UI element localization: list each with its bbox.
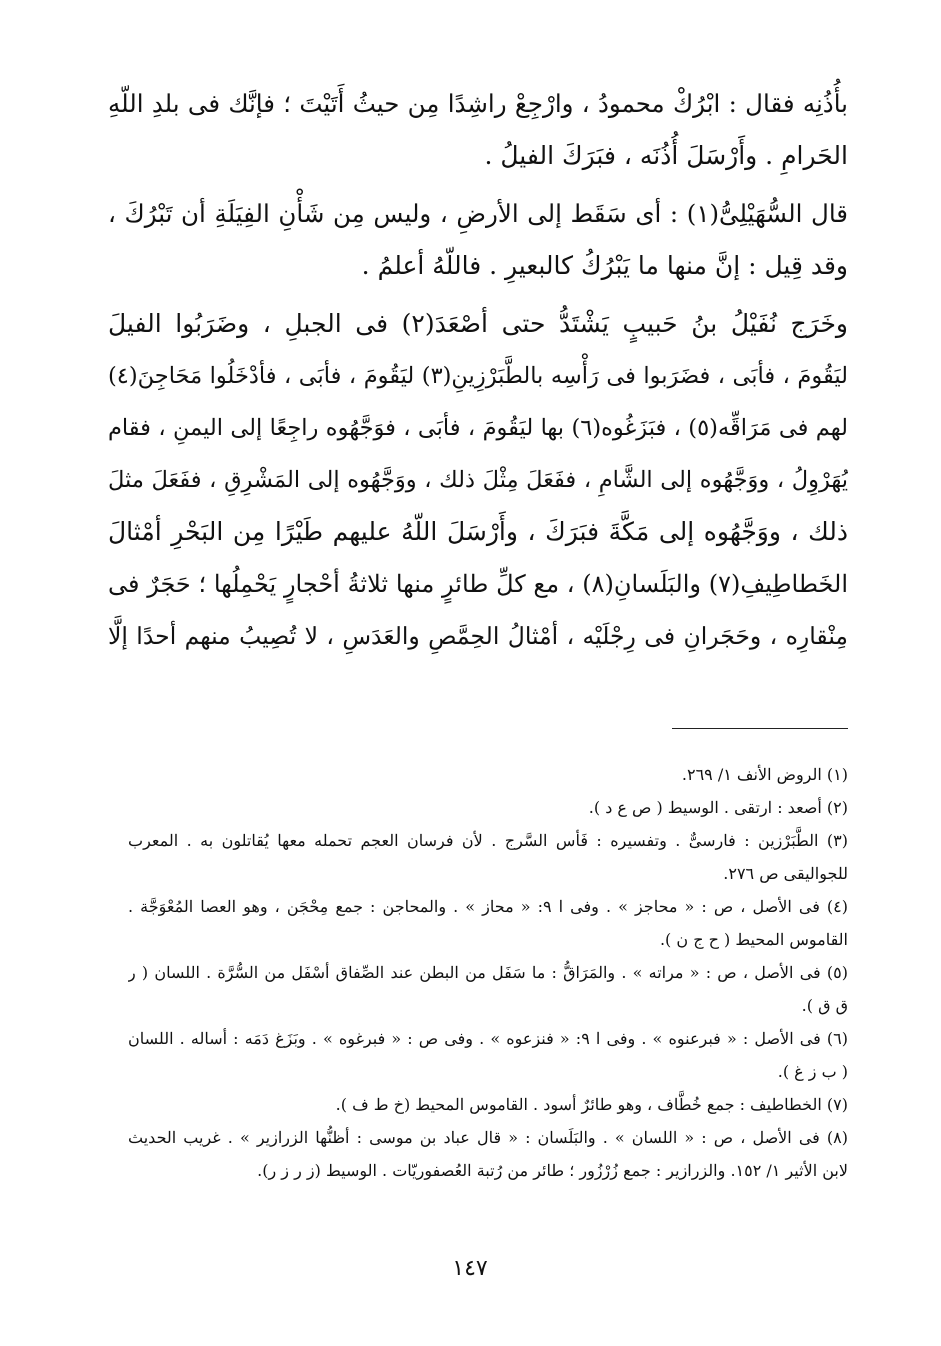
main-text-body	[108, 78, 848, 662]
footnote-5	[128, 956, 848, 1022]
footnotes-section	[128, 758, 848, 1187]
text-line: قال السُّهَيْلِىُّ(١) : أى سَقَط إلى الأرضِ ، وليس مِن شَأْنِ الفِيَلَةِ أن تَبْرُكَ ،	[108, 199, 848, 228]
footnote-divider	[672, 728, 848, 729]
footnote-line: ( ب ز غ ).	[777, 1062, 848, 1081]
page-number: ١٤٧	[452, 1256, 488, 1281]
text-line: ذلك ، ووَجَّهُوه إلى مَكَّةَ فبَرَكَ ، وأَرْسَلَ اللّهُ عليهم طَيْرًا مِن البَحْرِ أمْثالَ	[108, 517, 848, 546]
paragraph-2	[108, 188, 848, 292]
footnote-line: (٨) فى الأصل ، ص : « اللسان » . والبَلَسان : « قال عباد بن موسى : أظنُّها الزرازير » . غريب الحديث	[128, 1128, 848, 1147]
footnote-4	[128, 890, 848, 956]
footnote-1	[128, 758, 848, 791]
footnote-3	[128, 824, 848, 890]
footnote-line: ق ق ).	[801, 996, 848, 1015]
footnote-line: للجواليقى ص ٢٧٦.	[723, 864, 848, 883]
text-line: ليَقُومَ ، فأبَى ، فضَرَبوا فى رَأْسِه بالطَّبَرْزِينِ(٣) ليَقُومَ ، فأبَى ، فأدْخَلُوا مَحَاجِنَ(٤)	[108, 363, 848, 389]
text-line: وقد قِيل : إنَّ منها ما يَبْرُكُ كالبعيرِ . فاللّهُ أعلمُ .	[361, 251, 848, 280]
text-line: مِنْقارِه ، وحَجَرانِ فى رِجْلَيْه ، أمْثالُ الحِمَّصِ والعَدَسِ ، لا تُصِيبُ منهم أحدًا إلَّا	[108, 622, 848, 650]
footnote-6	[128, 1022, 848, 1088]
paragraph-1	[108, 78, 848, 182]
text-line: الحَرامِ . وأَرْسَلَ أُذُنَه ، فبَرَكَ الفيلُ .	[484, 141, 848, 170]
text-line: وخَرَج نُفَيْلُ بنُ حَبيبٍ يَشْتَدُّ حتى أصْعَدَ(٢) فى الجبلِ ، وضَرَبُوا الفيلَ	[108, 309, 848, 338]
footnote-line: القاموس المحيط ( ح ج ن ).	[659, 930, 848, 949]
footnote-line: (١) الروض الأنف ١/ ٢٦٩.	[681, 765, 848, 784]
text-line: لهم فى مَرَاقِّه(٥) ، فبَزَغُوه(٦) بها ليَقُومَ ، فأبَى ، فوَجَّهُوه راجِعًا إلى اليمنِ ، فقام	[108, 415, 848, 441]
footnote-line: (٥) فى الأصل ، ص : « مراته » . والمَرَاقُّ : ما سَفَل من البطن عند الصِّفاق أسْفَل من السُّرَّة . اللسان ( ر	[128, 963, 848, 982]
footnote-line: (٦) فى الأصل : « فبرعنوه » . وفى ا ٩: « فنزعوه » . وفى ص : « فبرغوه » . وبَزَغ دَمَه : أساله . اللسان	[128, 1029, 848, 1048]
text-line: الخَطاطِيفِ(٧) والبَلَسانِ(٨) ، مع كلِّ طائرٍ منها ثلاثةُ أحْجارٍ يَحْمِلُها ؛ حَجَرٌ فى	[108, 570, 848, 598]
footnote-line: لابن الأثير ١/ ١٥٢. والزرازير : جمع زُرْزُور ؛ طائر من رُتبة العُصفوريّات . الوسيط (ز ر ز ر).	[257, 1161, 848, 1180]
footnote-2	[128, 791, 848, 824]
footnote-7	[128, 1088, 848, 1121]
paragraph-3	[108, 298, 848, 662]
text-line: بأُذُنِه فقال : ابْرُكْ محمودُ ، وارْجِعْ راشِدًا مِن حيثُ أَتَيْتَ ؛ فإنَّك فى بلدِ اللّهِ	[108, 89, 848, 118]
footnote-8	[128, 1121, 848, 1187]
footnote-line: (٣) الطَّبَرْزين : فارسىٌّ . وتفسيره : فَأس السَّرج . لأن فرسان العجم تحمله معها يُقاتلون به . المعرب	[128, 831, 848, 850]
text-line: يُهَرْوِلُ ، ووَجَّهُوه إلى الشَّامِ ، ففَعَلَ مِثْلَ ذلك ، ووَجَّهُوه إلى المَشْرِقِ ، ففَعَلَ مثلَ	[108, 467, 848, 493]
footnote-line: (٤) فى الأصل ، ص : « محاجز » . وفى ا ٩: « محاز » . والمحاجن : جمع مِحْجَن ، وهو العصا المُعْوَجَّة .	[128, 897, 848, 916]
footnote-line: (٢) أصعد : ارتقى . الوسيط ( ص ع د ).	[588, 798, 848, 817]
footnote-line: (٧) الخطاطيف : جمع خُطَّاف ، وهو طائرٌ أسود . القاموس المحيط (خ ط ف ).	[335, 1095, 848, 1114]
